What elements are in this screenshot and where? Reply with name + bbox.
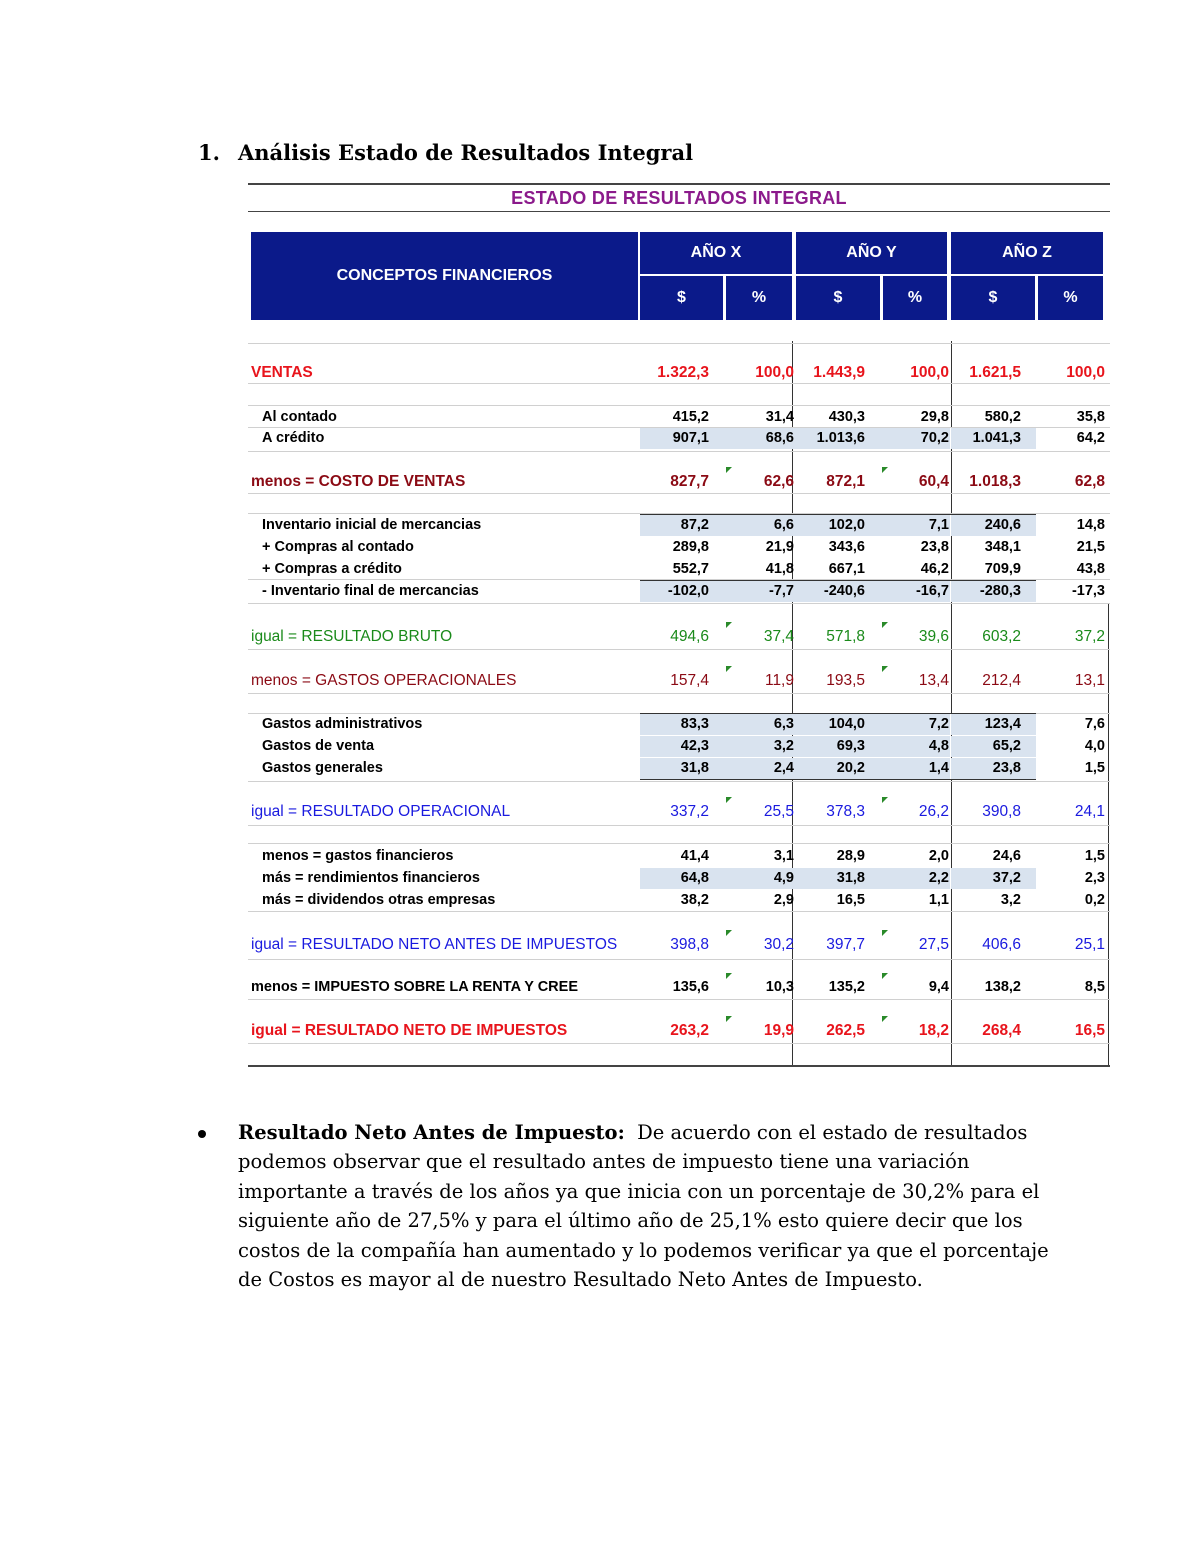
sub-header-z-dollar: $: [951, 276, 1035, 320]
table-top-border: [248, 183, 1110, 185]
cell-x-pct: 19,9: [763, 1022, 794, 1039]
table-row-al-contado: [248, 409, 1110, 429]
cell-y-pct: 9,4: [928, 979, 949, 995]
cell-x-pct: 3,1: [773, 848, 794, 864]
row-label: Gastos generales: [262, 760, 383, 776]
cell-x-pct: 3,2: [773, 738, 794, 754]
cell-z-value: 138,2: [984, 979, 1021, 995]
cell-x-pct: 25,5: [763, 803, 794, 820]
cell-y-value: 343,6: [828, 539, 865, 555]
table-row-gastos-venta: [248, 738, 1110, 758]
grid-line: [248, 999, 1110, 1000]
cell-z-value: 65,2: [992, 738, 1021, 754]
row-label: menos = gastos financieros: [262, 848, 454, 864]
table-row-gastos-generales: [248, 760, 1110, 780]
cell-z-value: 212,4: [982, 672, 1021, 689]
cell-z-pct: 7,6: [1084, 716, 1105, 732]
table-row-impuesto-renta: [248, 979, 1110, 999]
cell-y-pct: 26,2: [918, 803, 949, 820]
cell-y-value: 193,5: [826, 672, 865, 689]
cell-x-value: 1.322,3: [657, 364, 709, 381]
cell-y-pct: 18,2: [918, 1022, 949, 1039]
cell-z-pct: 24,1: [1074, 803, 1105, 820]
cell-z-pct: 2,3: [1084, 870, 1105, 886]
grid-line: [248, 693, 1110, 694]
grid-line: [248, 451, 1110, 452]
cell-z-value: 1.041,3: [972, 430, 1021, 446]
comment-marker-icon: [882, 973, 888, 979]
cell-y-pct: 2,2: [928, 870, 949, 886]
sub-header-z-pct: %: [1038, 276, 1103, 320]
cell-z-value: 24,6: [992, 848, 1021, 864]
row-label: menos = GASTOS OPERACIONALES: [251, 672, 517, 689]
row-label: VENTAS: [251, 364, 313, 381]
title-underline: [248, 211, 1110, 212]
table-row-dividendos: [248, 892, 1110, 912]
cell-x-value: 157,4: [670, 672, 709, 689]
cell-y-pct: 70,2: [920, 430, 949, 446]
cell-z-pct: 16,5: [1074, 1022, 1105, 1039]
grid-line: [248, 603, 1110, 604]
cell-y-pct: 39,6: [918, 628, 949, 645]
cell-y-pct: 29,8: [920, 409, 949, 425]
cell-x-value: 415,2: [672, 409, 709, 425]
cell-z-value: 123,4: [984, 716, 1021, 732]
cell-y-pct: 7,1: [928, 517, 949, 533]
cell-x-pct: 2,4: [773, 760, 794, 776]
cell-z-value: 580,2: [984, 409, 1021, 425]
row-label: menos = COSTO DE VENTAS: [251, 473, 466, 490]
year-z-header: AÑO Z: [951, 232, 1103, 274]
cell-x-value: 263,2: [670, 1022, 709, 1039]
table-row-compras-credito: [248, 561, 1110, 581]
row-label: Gastos administrativos: [262, 716, 423, 732]
cell-x-pct: 11,9: [764, 672, 794, 689]
table-row-resultado-neto: [248, 1022, 1110, 1042]
cell-y-value: 102,0: [828, 517, 865, 533]
cell-y-value: 20,2: [836, 760, 865, 776]
cell-z-value: 348,1: [984, 539, 1021, 555]
cell-y-value: 1.013,6: [816, 430, 865, 446]
row-label: igual = RESULTADO BRUTO: [251, 628, 453, 645]
cell-x-value: 83,3: [680, 716, 709, 732]
grid-line: [248, 343, 1110, 344]
cell-z-value: -280,3: [979, 583, 1021, 599]
cell-z-value: 406,6: [982, 936, 1021, 953]
cell-x-value: -102,0: [667, 583, 709, 599]
cell-y-pct: 2,0: [928, 848, 949, 864]
cell-x-pct: 37,4: [763, 628, 794, 645]
grid-line: [248, 959, 1110, 960]
table-row-compras-contado: [248, 539, 1110, 559]
sub-header-x-pct: %: [726, 276, 792, 320]
cell-y-value: 378,3: [826, 803, 865, 820]
comment-marker-icon: [882, 797, 888, 803]
cell-z-pct: 21,5: [1076, 539, 1105, 555]
table-row-costo-ventas: [248, 473, 1110, 493]
cell-x-value: 552,7: [672, 561, 709, 577]
cell-z-value: 390,8: [982, 803, 1021, 820]
cell-z-pct: 8,5: [1084, 979, 1105, 995]
cell-z-pct: 62,8: [1074, 473, 1105, 490]
cell-y-value: 135,2: [828, 979, 865, 995]
cell-y-pct: 7,2: [928, 716, 949, 732]
cell-y-value: 31,8: [836, 870, 865, 886]
cell-z-value: 1.018,3: [969, 473, 1021, 490]
cell-y-pct: 4,8: [928, 738, 949, 754]
cell-x-pct: 6,6: [773, 517, 794, 533]
grid-line: [248, 825, 1110, 826]
cell-z-value: 603,2: [982, 628, 1021, 645]
grid-line: [248, 1043, 1110, 1044]
row-label: + Compras a crédito: [262, 561, 402, 577]
comment-marker-icon: [882, 930, 888, 936]
box-line: [640, 713, 1036, 714]
row-label: igual = RESULTADO NETO DE IMPUESTOS: [251, 1022, 568, 1039]
row-label: - Inventario final de mercancias: [262, 583, 479, 599]
cell-x-value: 827,7: [670, 473, 709, 490]
cell-z-value: 37,2: [992, 870, 1021, 886]
cell-y-value: 104,0: [828, 716, 865, 732]
grid-line: [248, 405, 1110, 406]
cell-z-pct: 1,5: [1084, 760, 1105, 776]
cell-x-pct: 4,9: [773, 870, 794, 886]
cell-x-value: 31,8: [680, 760, 709, 776]
row-label: más = dividendos otras empresas: [262, 892, 496, 908]
cell-y-pct: 1,4: [928, 760, 949, 776]
cell-x-pct: 31,4: [765, 409, 794, 425]
cell-y-value: 872,1: [826, 473, 865, 490]
cell-x-pct: 21,9: [765, 539, 794, 555]
income-statement-table: [248, 183, 1110, 1067]
table-row-inventario-final: [248, 583, 1110, 603]
table-row-a-credito: [248, 430, 1110, 450]
concepts-header: CONCEPTOS FINANCIEROS: [251, 232, 638, 320]
cell-x-value: 41,4: [680, 848, 709, 864]
cell-z-pct: 4,0: [1084, 738, 1105, 754]
sub-header-y-pct: %: [883, 276, 947, 320]
comment-marker-icon: [726, 622, 732, 628]
cell-z-pct: 64,2: [1076, 430, 1105, 446]
bullet-body: De acuerdo con el estado de resultados podemos observar que el resultado antes de impuesto tiene una variación importante a través de los años ya que inicia con un porcentaje de 30,2% para el siguiente año de 27,5% y para el último año de 25,1% esto quiere decir que los costos de la compañía han aumentado y lo podemos verificar ya que el porcentaje de Costos es mayor al de nuestro Resultado Neto Antes de Impuesto.: [238, 1121, 1049, 1292]
cell-z-value: 709,9: [984, 561, 1021, 577]
cell-y-value: 28,9: [836, 848, 865, 864]
cell-z-pct: 35,8: [1076, 409, 1105, 425]
cell-z-pct: 25,1: [1074, 936, 1105, 953]
cell-x-value: 38,2: [680, 892, 709, 908]
row-label: A crédito: [262, 430, 325, 446]
grid-line: [248, 843, 1110, 844]
cell-z-pct: 43,8: [1076, 561, 1105, 577]
cell-y-value: 667,1: [828, 561, 865, 577]
row-label: más = rendimientos financieros: [262, 870, 480, 886]
cell-y-value: 16,5: [836, 892, 865, 908]
table-bottom-border: [248, 1065, 1110, 1067]
bullet-icon: [198, 1130, 206, 1138]
row-label: Inventario inicial de mercancias: [262, 517, 482, 533]
cell-z-pct: 14,8: [1076, 517, 1105, 533]
comment-marker-icon: [882, 1016, 888, 1022]
cell-z-pct: 100,0: [1066, 364, 1105, 381]
cell-z-pct: 0,2: [1084, 892, 1105, 908]
cell-x-value: 907,1: [672, 430, 709, 446]
cell-x-value: 337,2: [670, 803, 709, 820]
cell-y-pct: 46,2: [920, 561, 949, 577]
cell-y-value: 262,5: [826, 1022, 865, 1039]
comment-marker-icon: [726, 467, 732, 473]
heading-number: 1.: [198, 140, 220, 165]
table-title: ESTADO DE RESULTADOS INTEGRAL: [511, 188, 847, 208]
row-label: igual = RESULTADO NETO ANTES DE IMPUESTOS: [251, 936, 618, 953]
bullet-title: Resultado Neto Antes de Impuesto:: [238, 1121, 625, 1144]
cell-y-pct: 100,0: [910, 364, 949, 381]
cell-y-value: -240,6: [823, 583, 865, 599]
comment-marker-icon: [726, 1016, 732, 1022]
cell-z-pct: 1,5: [1084, 848, 1105, 864]
year-y-header: AÑO Y: [796, 232, 947, 274]
comment-marker-icon: [726, 930, 732, 936]
cell-x-value: 289,8: [672, 539, 709, 555]
comment-marker-icon: [882, 467, 888, 473]
cell-z-pct: 13,1: [1074, 672, 1105, 689]
cell-y-pct: 27,5: [918, 936, 949, 953]
cell-z-value: 268,4: [982, 1022, 1021, 1039]
comment-marker-icon: [726, 973, 732, 979]
cell-y-value: 430,3: [828, 409, 865, 425]
table-row-resultado-antes-impuestos: [248, 936, 1110, 956]
cell-x-value: 42,3: [680, 738, 709, 754]
cell-y-pct: -16,7: [915, 583, 949, 599]
table-row-gastos-operacionales: [248, 672, 1110, 692]
cell-x-pct: 10,3: [765, 979, 794, 995]
cell-x-pct: 6,3: [773, 716, 794, 732]
cell-x-pct: 100,0: [755, 364, 794, 381]
grid-line: [248, 649, 1110, 650]
cell-x-pct: 62,6: [763, 473, 794, 490]
grid-line: [248, 781, 1110, 782]
bullet-paragraph: [238, 1118, 1058, 1294]
cell-x-pct: 2,9: [773, 892, 794, 908]
row-label: igual = RESULTADO OPERACIONAL: [251, 803, 511, 820]
cell-z-pct: -17,3: [1071, 583, 1105, 599]
cell-y-pct: 23,8: [920, 539, 949, 555]
sub-header-x-dollar: $: [640, 276, 723, 320]
cell-z-value: 240,6: [984, 517, 1021, 533]
cell-x-pct: 68,6: [765, 430, 794, 446]
cell-x-value: 135,6: [672, 979, 709, 995]
cell-x-pct: 41,8: [765, 561, 794, 577]
comment-marker-icon: [882, 622, 888, 628]
box-line: [640, 580, 1036, 581]
cell-x-value: 494,6: [670, 628, 709, 645]
cell-y-pct: 1,1: [928, 892, 949, 908]
section-heading: [198, 140, 693, 165]
table-row-ventas: [248, 364, 1110, 384]
row-label: menos = IMPUESTO SOBRE LA RENTA Y CREE: [251, 979, 578, 995]
cell-z-value: 23,8: [992, 760, 1021, 776]
cell-z-value: 3,2: [1000, 892, 1021, 908]
grid-line: [248, 493, 1110, 494]
row-label: + Compras al contado: [262, 539, 414, 555]
cell-y-pct: 13,4: [918, 672, 949, 689]
cell-x-pct: 30,2: [763, 936, 794, 953]
comment-marker-icon: [726, 666, 732, 672]
cell-x-value: 87,2: [680, 517, 709, 533]
cell-x-value: 64,8: [680, 870, 709, 886]
table-row-gastos-financieros: [248, 848, 1110, 868]
year-x-header: AÑO X: [640, 232, 792, 274]
cell-y-value: 571,8: [826, 628, 865, 645]
heading-text: Análisis Estado de Resultados Integral: [238, 140, 694, 165]
cell-y-value: 397,7: [826, 936, 865, 953]
cell-z-value: 1.621,5: [969, 364, 1021, 381]
comment-marker-icon: [726, 797, 732, 803]
cell-y-pct: 60,4: [918, 473, 949, 490]
table-row-gastos-administrativos: [248, 716, 1110, 736]
cell-y-value: 69,3: [836, 738, 865, 754]
table-row-rendimientos-financieros: [248, 870, 1110, 890]
analysis-bullet: [198, 1118, 1058, 1294]
comment-marker-icon: [882, 666, 888, 672]
cell-x-pct: -7,7: [769, 583, 794, 599]
cell-y-value: 1.443,9: [813, 364, 865, 381]
table-row-resultado-bruto: [248, 628, 1110, 648]
row-label: Gastos de venta: [262, 738, 375, 754]
row-label: Al contado: [262, 409, 337, 425]
sub-header-y-dollar: $: [796, 276, 880, 320]
cell-x-value: 398,8: [670, 936, 709, 953]
table-row-resultado-operacional: [248, 803, 1110, 823]
box-line: [640, 514, 1036, 515]
table-row-inventario-inicial: [248, 517, 1110, 537]
cell-z-pct: 37,2: [1074, 628, 1105, 645]
